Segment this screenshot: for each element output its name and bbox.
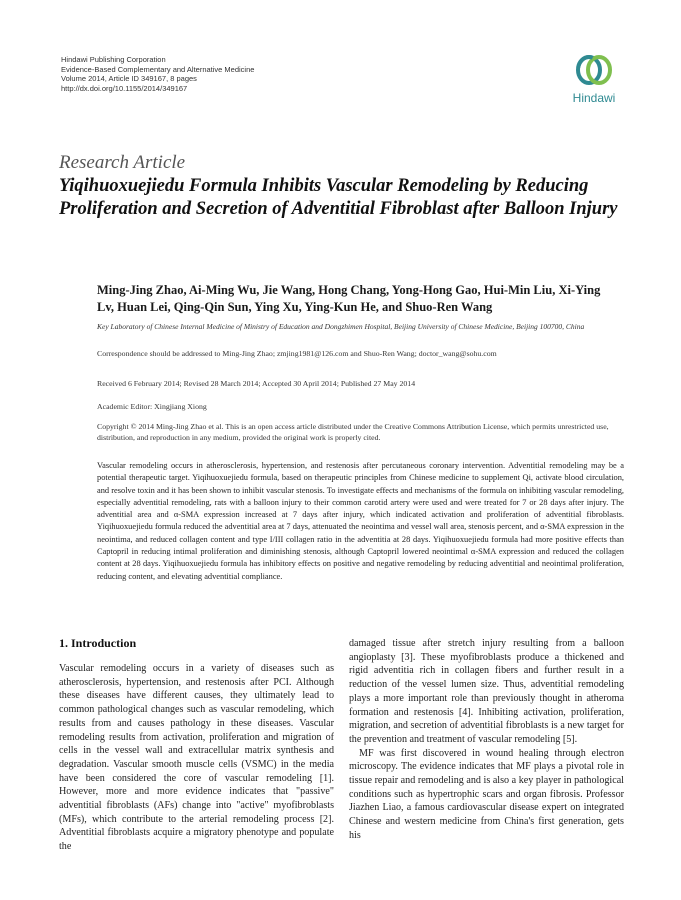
hindawi-logo-icon	[574, 50, 614, 90]
correspondence: Correspondence should be addressed to Ming-Jing Zhao; zmjing1981@126.com and Shuo-Ren Wang; doctor_wang@sohu.com	[97, 349, 497, 358]
publisher-logo	[566, 50, 622, 112]
journal-volume: Volume 2014, Article ID 349167, 8 pages	[61, 74, 197, 83]
paragraph: MF was first discovered in wound healing through electron microscopy. The evidence indicates that MF plays a pivotal role in tissue repair and remodeling and is also a key player in pathological conditions such as hypertrophic scars and organ fibrosis. Professor Jiazhen Liao, a famous cardiovascular disease expert on integrated Chinese and western medicine from China's first generation, gets his	[349, 747, 624, 841]
academic-editor: Academic Editor: Xingjiang Xiong	[97, 402, 207, 411]
article-type: Research Article	[59, 152, 186, 173]
article-title: Yiqihuoxuejiedu Formula Inhibits Vascular Remodeling by Reducing Proliferation and Secretion of Adventitial Fibroblast after Balloon Injury	[59, 176, 618, 219]
paragraph: damaged tissue after stretch injury resulting from a balloon angioplasty [3]. These myofibroblasts produce a thickened and rigid adventitia rich in collagen fibers and further result in a reduction of the vessel lumen size. Thus, adventitial remodeling plays a more important role than previously thought in atheroma formation and restenosis [4]. Inhibiting activation, proliferation, migration, and secretion of adventitial fibroblasts is a new target for the prevention and treatment of vascular remodeling [5].	[349, 638, 624, 745]
journal-meta	[61, 55, 361, 93]
hindawi-wordmark: Hindawi	[572, 91, 616, 105]
section-heading-introduction: 1. Introduction	[59, 636, 137, 650]
paragraph: Vascular remodeling occurs in a variety of diseases such as atherosclerosis, hypertension, and restenosis after PCI. Although these diseases have different causes, they ultimately lead to common pathological changes such as vascular remodeling, which results from and causes pathology in these diseases. Vascular remodeling results from activation, proliferation and migration of cells in the vessel wall and extracellular matrix synthesis and degradation. Vascular smooth muscle cells (VSMC) in the media have been considered the core of vascular remodeling [1]. However, more and more evidence indicates that "passive" adventitial fibroblasts (AFs) change into "active" myofibroblasts (MFs), which contribute to the arterial remodeling process [2]. Adventitial fibroblasts acquire a migratory phenotype and populate the	[59, 663, 334, 853]
affiliation: Key Laboratory of Chinese Internal Medicine of Ministry of Education and Dongzhimen Hospital, Beijing University of Chinese Medicine, Beijing 100700, China	[97, 322, 585, 331]
abstract: Vascular remodeling occurs in atherosclerosis, hypertension, and restenosis after percutaneous coronary intervention. Adventitial remodeling may be a potential therapeutic target. Yiqihuoxuejiedu formula, based on therapeutic principles from Chinese medicine to supplement Qi, activate blood circulation, and resolve toxin and it has been shown to inhibit vascular stenosis. To investigate effects and mechanisms of the formula on inhibiting vascular remodeling, especially adventitial remodeling, rats with a balloon injury to their common carotid artery were used and were treated for 7 or 28 days after injury. The adventitial area and α-SMA expression increased at 7 days after injury, which indicated activation and proliferation of adventitial fibroblasts. Yiqihuoxuejiedu formula reduced the adventitial area at 7 days, attenuated the neointima and vessel wall area, stenosis percent, and α-SMA expression in the neointima, and reduced collagen content and type I/III collagen ratio in the adventitia at 28 days. Yiqihuoxuejiedu formula had more positive effects than Captopril in reducing intimal proliferation and diminishing stenosis, although Captopril lowered neointimal α-SMA expression and reduced the collagen content at 28 days. Yiqihuoxuejiedu formula has inhibitory effects on positive and negative remodeling by reducing adventitial and neointimal proliferation, reducing content, and elevating adventitial compliance.	[97, 461, 624, 581]
right-column	[349, 637, 624, 843]
journal-name: Evidence-Based Complementary and Alternative Medicine	[61, 64, 255, 74]
journal-doi[interactable]: http://dx.doi.org/10.1155/2014/349167	[61, 83, 188, 93]
left-column	[59, 662, 334, 854]
publisher-name: Hindawi Publishing Corporation	[61, 55, 166, 64]
publication-dates: Received 6 February 2014; Revised 28 March 2014; Accepted 30 April 2014; Published 27 May 2014	[97, 379, 416, 388]
author-list: Ming-Jing Zhao, Ai-Ming Wu, Jie Wang, Hong Chang, Yong-Hong Gao, Hui-Min Liu, Xi-Ying Lv, Huan Lei, Qing-Qin Sun, Ying Xu, Ying-Kun He, and Shuo-Ren Wang	[97, 283, 601, 314]
copyright-notice: Copyright © 2014 Ming-Jing Zhao et al. This is an open access article distributed under the Creative Commons Attribution License, which permits unrestricted use, distribution, and reproduction in any medium, provided the original work is properly cited.	[97, 422, 609, 442]
